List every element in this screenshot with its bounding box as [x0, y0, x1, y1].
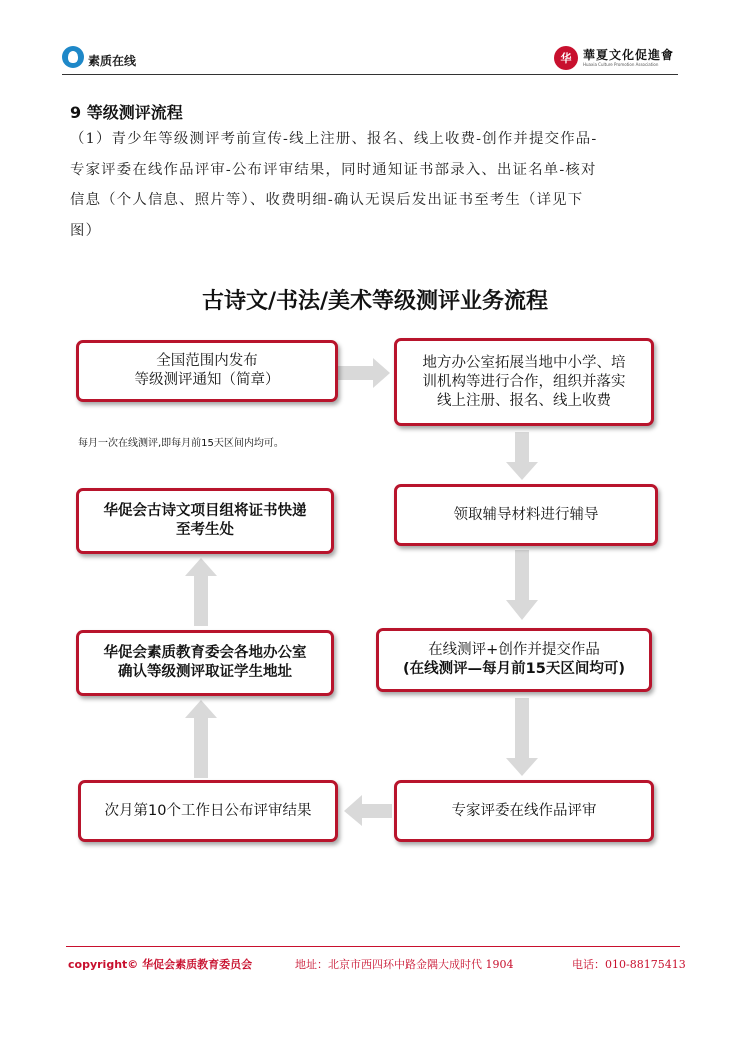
- arrow-down: [506, 698, 538, 776]
- arrow-down: [506, 550, 538, 620]
- footer-copyright: copyright© 华促会素质教育委员会: [68, 958, 253, 971]
- section-title: 9 等级测评流程: [70, 103, 183, 122]
- flow-step-expert-review: 专家评委在线作品评审: [394, 780, 654, 842]
- org-name-en: Huaxia Culture Promotion Association: [582, 62, 659, 67]
- header-divider: [62, 74, 678, 75]
- flow-step-tutoring: 领取辅导材料进行辅导: [394, 484, 658, 546]
- flowchart: [70, 270, 680, 850]
- paragraph-line: 专家评委在线作品评审-公布评审结果，同时通知证书部录入、出证名单-核对: [70, 161, 597, 178]
- paragraph-line: 图）: [70, 222, 102, 239]
- flow-step-publish-results: 次月第10个工作日公布评审结果: [78, 780, 338, 842]
- paragraph-line: （1）青少年等级测评考前宣传-线上注册、报名、线上收费-创作并提交作品-: [70, 131, 598, 147]
- arrow-up: [185, 700, 217, 778]
- footer-phone: 电话：010-88175413: [572, 958, 686, 971]
- flowchart-title: 古诗文/书法/美术等级测评业务流程: [201, 289, 549, 314]
- paragraph-line: 信息（个人信息、照片等）、收费明细-确认无误后发出证书至考生（详见下: [70, 192, 584, 209]
- org-name-cn: 華夏文化促進會: [582, 48, 674, 62]
- arrow-down: [506, 432, 538, 480]
- brand-logo-icon: [62, 46, 84, 68]
- footer-address: 地址：北京市西四环中路金隅大成时代 1904: [295, 958, 514, 971]
- arrow-up: [185, 558, 217, 626]
- arrow-right: [338, 358, 390, 388]
- flowchart-note: 每月一次在线测评,即每月前15天区间内均可。: [78, 438, 284, 449]
- brand-name: 素质在线: [88, 54, 137, 68]
- section-paragraph: [70, 124, 670, 246]
- flow-step-confirm-address: 华促会素质教育委会各地办公室 确认等级测评取证学生地址: [76, 630, 334, 696]
- flow-step-local-office: 地方办公室拓展当地中小学、培 训机构等进行合作，组织并落实 线上注册、报名、线上收费: [394, 338, 654, 426]
- flow-step-ship-certificate: 华促会古诗文项目组将证书快递 至考生处: [76, 488, 334, 554]
- arrow-left: [344, 795, 392, 826]
- org-seal-icon: 华: [554, 46, 578, 70]
- flow-step-publish-notice: 全国范围内发布 等级测评通知（简章）: [76, 340, 338, 402]
- flow-step-online-test: 在线测评+创作并提交作品 (在线测评—每月前15天区间均可): [376, 628, 652, 692]
- header-org: [554, 46, 674, 70]
- footer-divider: [66, 946, 680, 947]
- header-brand: [62, 44, 136, 69]
